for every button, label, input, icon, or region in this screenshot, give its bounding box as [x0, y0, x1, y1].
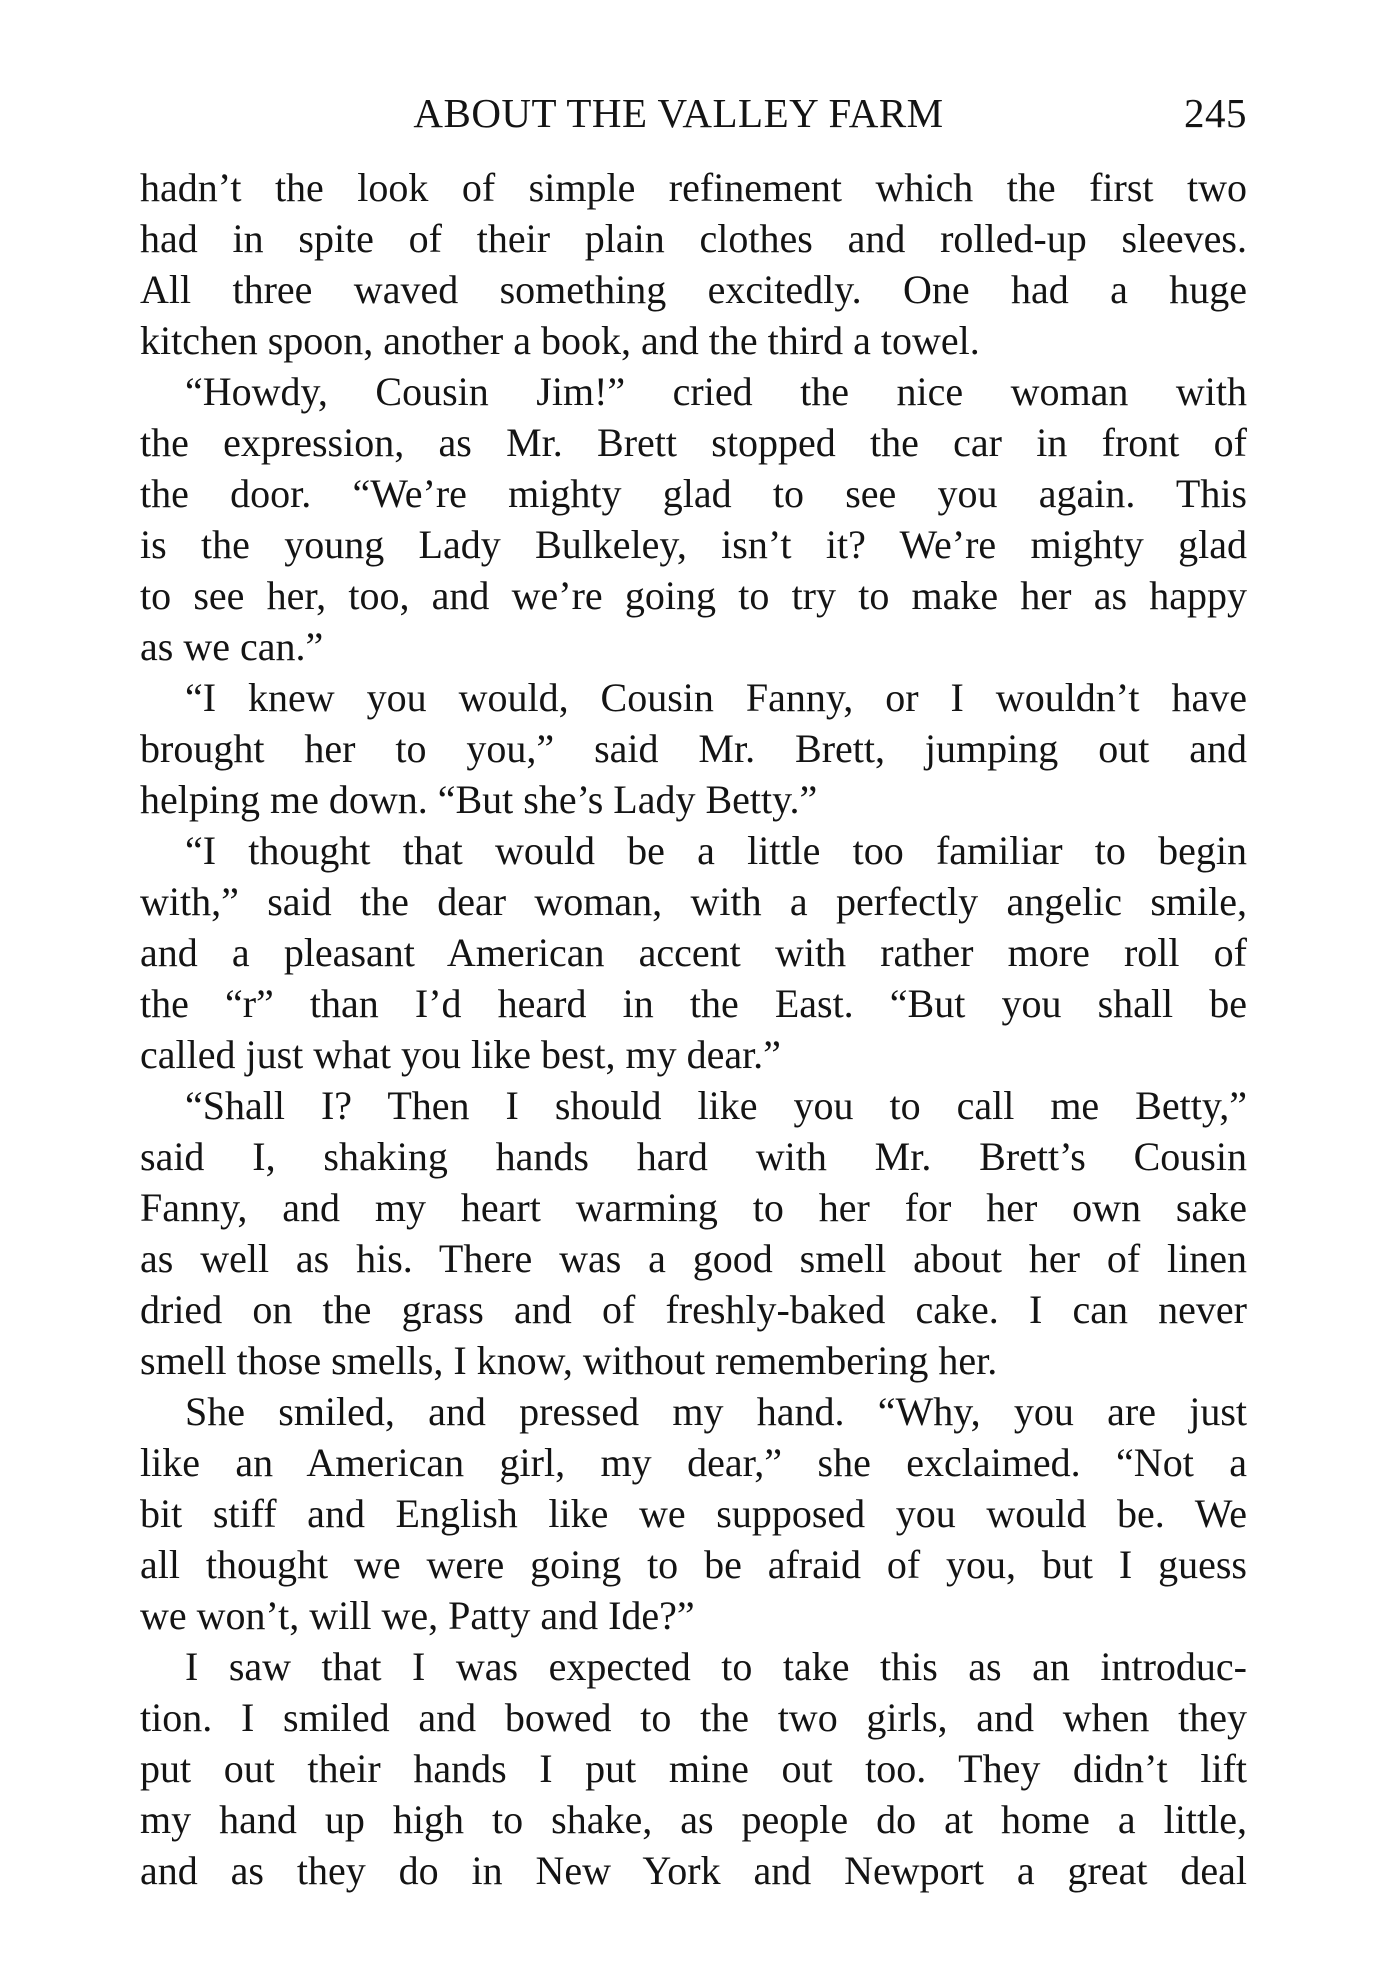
text-line: to see her, too, and we’re going to try to make her as happy — [140, 573, 1247, 618]
text-line: called just what you like best, my dear.” — [140, 1032, 781, 1077]
text-line: said I, shaking hands hard with Mr. Brett’s Cousin — [140, 1134, 1247, 1179]
text-line: dried on the grass and of freshly-baked cake. I can never — [140, 1287, 1247, 1332]
text-line: “I knew you would, Cousin Fanny, or I wouldn’t have — [185, 675, 1247, 720]
text-line: we won’t, will we, Patty and Ide?” — [140, 1593, 695, 1638]
page-number: 245 — [1184, 90, 1247, 136]
text-line: I saw that I was expected to take this as an introduc- — [185, 1644, 1247, 1689]
running-head-title: ABOUT THE VALLEY FARM — [413, 90, 944, 136]
text-line: and as they do in New York and Newport a great deal — [140, 1848, 1247, 1893]
text-line: the “r” than I’d heard in the East. “But you shall be — [140, 981, 1247, 1026]
text-line: “I thought that would be a little too familiar to begin — [185, 828, 1247, 873]
text-line: hadn’t the look of simple refinement which the first two — [140, 165, 1247, 210]
text-line: smell those smells, I know, without remembering her. — [140, 1338, 998, 1383]
text-line: is the young Lady Bulkeley, isn’t it? We’re mighty glad — [140, 522, 1247, 567]
text-line: put out their hands I put mine out too. They didn’t lift — [140, 1746, 1247, 1791]
text-line: all thought we were going to be afraid of you, but I guess — [140, 1542, 1247, 1587]
text-line: as we can.” — [140, 624, 324, 669]
text-line: with,” said the dear woman, with a perfectly angelic smile, — [140, 879, 1247, 924]
text-line: had in spite of their plain clothes and rolled-up sleeves. — [140, 216, 1247, 261]
text-line: Fanny, and my heart warming to her for her own sake — [140, 1185, 1247, 1230]
text-line: “Shall I? Then I should like you to call me Betty,” — [185, 1083, 1247, 1128]
text-line: like an American girl, my dear,” she exclaimed. “Not a — [140, 1440, 1247, 1485]
running-head — [140, 88, 1247, 138]
text-line: helping me down. “But she’s Lady Betty.” — [140, 777, 818, 822]
text-line: bit stiff and English like we supposed you would be. We — [140, 1491, 1247, 1536]
body-text — [140, 162, 1247, 1896]
text-line: “Howdy, Cousin Jim!” cried the nice woman with — [185, 369, 1247, 414]
text-line: the door. “We’re mighty glad to see you again. This — [140, 471, 1247, 516]
text-line: tion. I smiled and bowed to the two girls, and when they — [140, 1695, 1247, 1740]
text-line: kitchen spoon, another a book, and the third a towel. — [140, 318, 980, 363]
text-line: my hand up high to shake, as people do at home a little, — [140, 1797, 1247, 1842]
text-line: and a pleasant American accent with rather more roll of — [140, 930, 1247, 975]
text-line: as well as his. There was a good smell about her of linen — [140, 1236, 1247, 1281]
text-line: All three waved something excitedly. One had a huge — [140, 267, 1247, 312]
text-line: She smiled, and pressed my hand. “Why, you are just — [185, 1389, 1247, 1434]
text-line: the expression, as Mr. Brett stopped the car in front of — [140, 420, 1247, 465]
text-line: brought her to you,” said Mr. Brett, jumping out and — [140, 726, 1247, 771]
